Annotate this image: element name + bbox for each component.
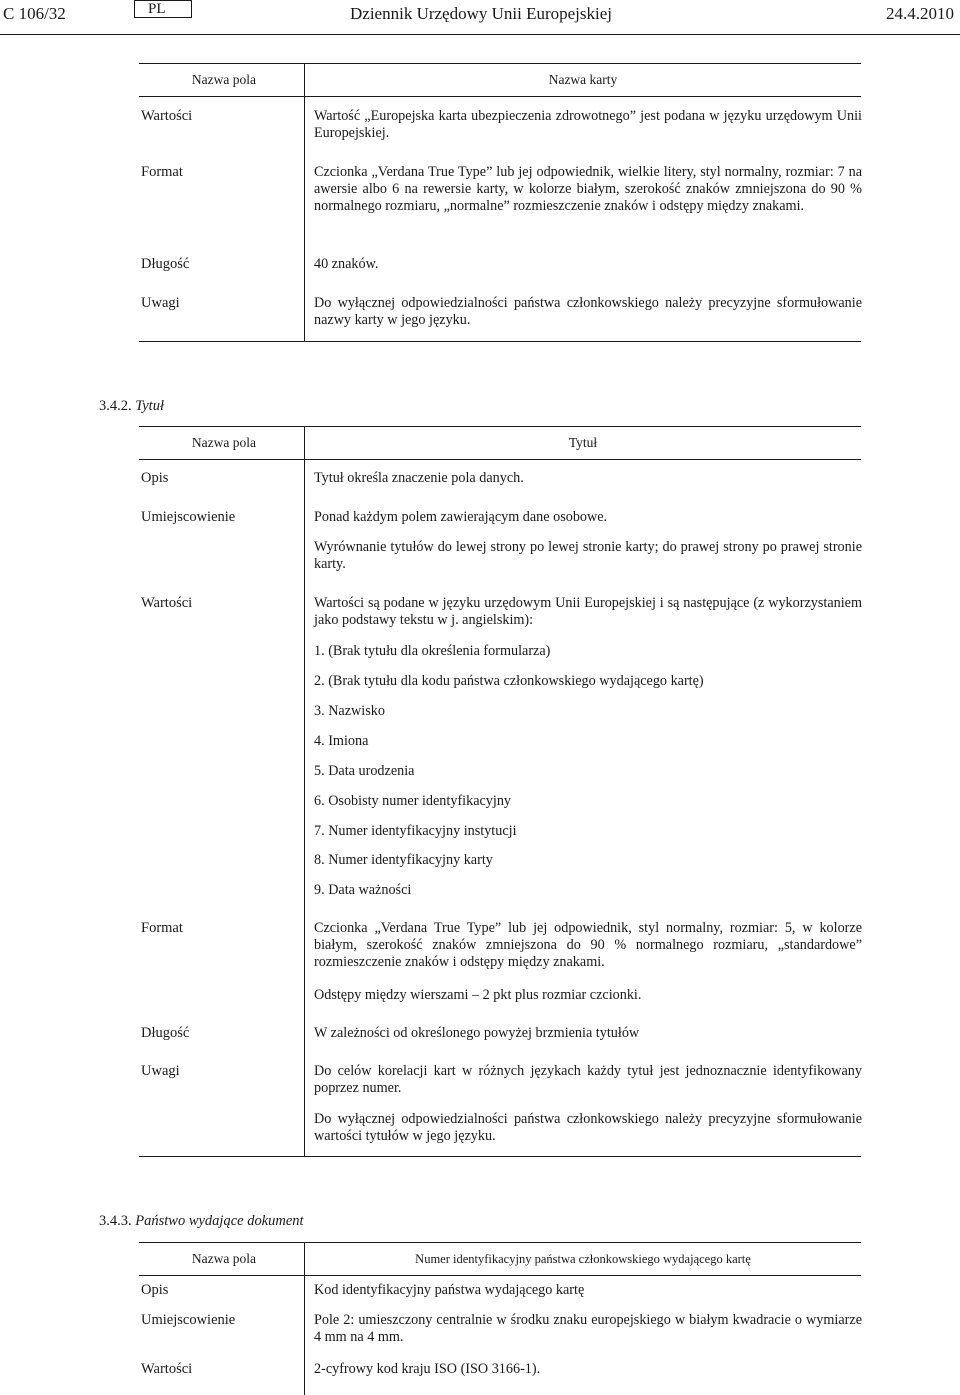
list-item: 3. Nazwisko [314,703,385,719]
list-item: 2. (Brak tytułu dla kodu państwa członkowskiego wydającego kartę) [314,673,704,689]
page-number: C 106/32 [3,4,66,23]
row-value-umiejscowienie-1: Ponad każdym polem zawierającym dane osobowe. [314,509,608,525]
row-value-dlugosc-2: W zależności od określonego powyżej brzmienia tytułów [314,1025,640,1041]
list-item: 9. Data ważności [314,882,412,898]
row-label-umiejscowienie: Umiejscowienie [141,509,236,525]
list-item: 8. Numer identyfikacyjny karty [314,852,493,868]
section-heading-title [99,398,164,415]
row-value-wartosci-intro: Wartości są podane w języku urzędowym Unii Europejskiej i są następujące (z wykorzystaniem jako podstawy tekstu w j. angielskim): [314,595,862,628]
table3-head-col2: Numer identyfikacyjny państwa członkowskiego wydającego kartę [415,1252,751,1266]
row-value-opis: Tytuł określa znaczenie pola danych. [314,470,524,486]
publication-date: 24.4.2010 [886,4,954,23]
table2-header [139,426,861,460]
list-item: 7. Numer identyfikacyjny instytucji [314,823,517,839]
table3-head-col1: Nazwa pola [139,1243,305,1275]
table1-head-col2: Nazwa karty [548,72,618,87]
row-value-opis-3: Kod identyfikacyjny państwa wydającego kartę [314,1282,585,1298]
section-name: Tytuł [135,398,164,414]
row-label-format-2: Format [141,920,183,936]
table1-divider [304,96,305,341]
row-value-format-2: Odstępy między wierszami – 2 pkt plus rozmiar czcionki. [314,987,642,1003]
table3-header [139,1242,861,1276]
table3-body [139,1275,861,1395]
row-value-uwagi: Do wyłącznej odpowiedzialności państwa członkowskiego należy precyzyjne sformułowanie nazwy karty w jego języku. [314,295,862,328]
list-item: 6. Osobisty numer identyfikacyjny [314,793,512,809]
row-label-opis: Opis [141,470,169,486]
row-label-opis-3: Opis [141,1282,169,1298]
list-item: 5. Data urodzenia [314,763,415,779]
page-header [0,0,960,34]
table1-head-col1: Nazwa pola [139,64,305,96]
table2-head-col1: Nazwa pola [139,427,305,459]
row-value-format-1: Czcionka „Verdana True Type” lub jej odpowiednik, styl normalny, rozmiar: 5, w kolorze białym, szerokość znaków zmniejszona do 90 % normalnego rozmiaru, „standardowe” rozmieszczenie znaków i odstępy między znakami. [314,920,862,970]
row-value-wartosci-3: 2-cyfrowy kod kraju ISO (ISO 3166-1). [314,1361,541,1377]
journal-title: Dziennik Urzędowy Unii Europejskiej [350,4,613,23]
table1-body [139,96,861,342]
language-box: PL [134,0,192,18]
row-label-wartosci-3: Wartości [141,1361,193,1377]
row-label-dlugosc-2: Długość [141,1025,190,1041]
row-label-uwagi: Uwagi [141,295,180,311]
table3-divider [304,1275,305,1395]
table1-header [139,63,861,97]
row-label-umiejscowienie-3: Umiejscowienie [141,1312,236,1328]
row-value-dlugosc: 40 znaków. [314,256,379,272]
row-label-uwagi-2: Uwagi [141,1063,180,1079]
table2-body [139,459,861,1157]
row-label-wartosci: Wartości [141,108,193,124]
row-value-umiejscowienie-3: Pole 2: umieszczony centralnie w środku znaku europejskiego w białym kwadracie o wymiarze 4 mm na 4 mm. [314,1312,862,1345]
list-item: 4. Imiona [314,733,369,749]
table2-divider [304,459,305,1156]
section-heading-issuer [99,1213,304,1230]
row-value-uwagi-2: Do wyłącznej odpowiedzialności państwa członkowskiego należy precyzyjne sformułowanie wartości tytułów w jego języku. [314,1111,862,1144]
table2-head-col2: Tytuł [568,435,598,450]
row-label-wartosci-2: Wartości [141,595,193,611]
row-label-dlugosc: Długość [141,256,190,272]
section-name: Państwo wydające dokument [135,1213,304,1229]
section-number: 3.4.2. [99,398,132,414]
list-item: 1. (Brak tytułu dla określenia formularza) [314,643,551,659]
section-number: 3.4.3. [99,1213,132,1229]
row-value-umiejscowienie-2: Wyrównanie tytułów do lewej strony po lewej stronie karty; do prawej strony po prawej stronie karty. [314,539,862,572]
row-value-wartosci: Wartość „Europejska karta ubezpieczenia zdrowotnego” jest podana w języku urzędowym Unii Europejskiej. [314,108,862,141]
row-value-format: Czcionka „Verdana True Type” lub jej odpowiednik, wielkie litery, styl normalny, rozmiar: 7 na awersie albo 6 na rewersie karty, w kolorze białym, szerokość znaków zmniejszona do 90 % normalnego rozmiaru, „normalne” rozmieszczenie znaków i odstępy między znakami. [314,164,862,214]
header-rule [0,34,960,35]
row-value-uwagi-1: Do celów korelacji kart w różnych językach każdy tytuł jest jednoznacznie identyfikowany poprzez numer. [314,1063,862,1096]
row-label-format: Format [141,164,183,180]
